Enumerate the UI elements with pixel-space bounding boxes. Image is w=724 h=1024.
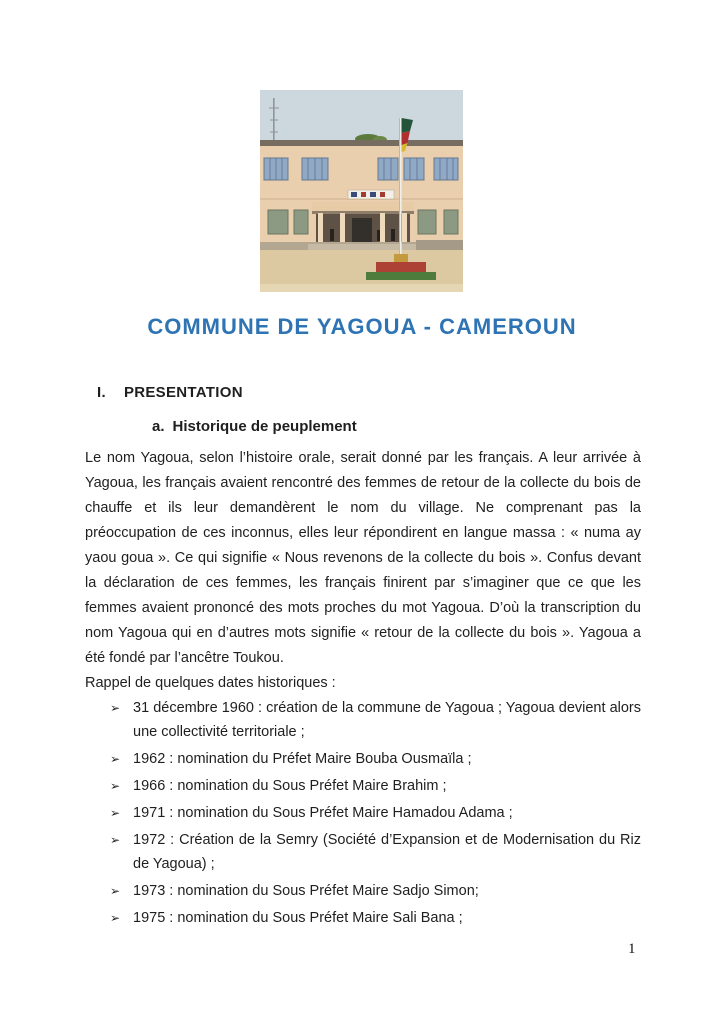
history-paragraph: Le nom Yagoua, selon l’histoire orale, serait donné par les français. A leur arrivée à Yagoua, les français avaient rencontré des femmes de retour de la collecte du bois de chauffe et ils leur demandèrent le nom du village. Ne comprenant pas la préoccupation de ces inconnus, elles leur répondirent en langue massa : « numa ay yaou goua ». Ce qui signifie « Nous revenons de la collecte du bois ». Confus devant la déclaration de ces femmes, les français finirent par s’imaginer que ce que les femmes avaient prononcé des mots proches du mot Yagoua. D’où la transcription du nom Yagoua qui en d’autres mots signifie « retour de la collecte du bois ». Yagoua a été fondé par l’ancêtre Toukou. [85,450,641,666]
date-text: 31 décembre 1960 : création de la commune de Yagoua ; Yagoua devient alors une collectivité territoriale ; [133,700,641,740]
date-item [110,828,641,876]
arrow-bullet-icon: ➢ [110,701,121,715]
document-title: COMMUNE DE YAGOUA - CAMEROUN [147,314,577,339]
subsection-label: Historique de peuplement [172,418,357,435]
date-item [110,801,641,825]
date-text: 1972 : Création de la Semry (Société d’Expansion et de Modernisation du Riz de Yagoua) ; [133,832,641,872]
date-item [110,774,641,798]
town-hall-illustration [260,90,463,292]
arrow-bullet-icon: ➢ [110,911,121,925]
date-item [110,879,641,903]
arrow-bullet-icon: ➢ [110,752,121,766]
town-hall-photo [260,90,463,292]
date-item [110,906,641,930]
date-text: 1973 : nomination du Sous Préfet Maire Sadjo Simon; [133,883,479,899]
arrow-bullet-icon: ➢ [110,806,121,820]
body-text-column [85,446,641,933]
subsection-heading-historique [152,418,357,435]
arrow-bullet-icon: ➢ [110,833,121,847]
date-text: 1971 : nomination du Sous Préfet Maire Hamadou Adama ; [133,805,513,821]
arrow-bullet-icon: ➢ [110,884,121,898]
arrow-bullet-icon: ➢ [110,779,121,793]
date-text: 1966 : nomination du Sous Préfet Maire Brahim ; [133,778,447,794]
date-item [110,747,641,771]
date-item [110,696,641,744]
section-label: PRESENTATION [123,384,243,401]
date-text: 1962 : nomination du Préfet Maire Bouba Ousmaïla ; [133,751,472,767]
dates-list-intro: Rappel de quelques dates historiques : [85,675,336,691]
dates-list [85,696,641,930]
section-numeral: I. [97,384,106,401]
subsection-marker: a. [152,418,165,435]
section-heading-presentation [97,384,243,401]
date-text: 1975 : nomination du Sous Préfet Maire Sali Bana ; [133,910,463,926]
page-number: 1 [628,941,636,957]
